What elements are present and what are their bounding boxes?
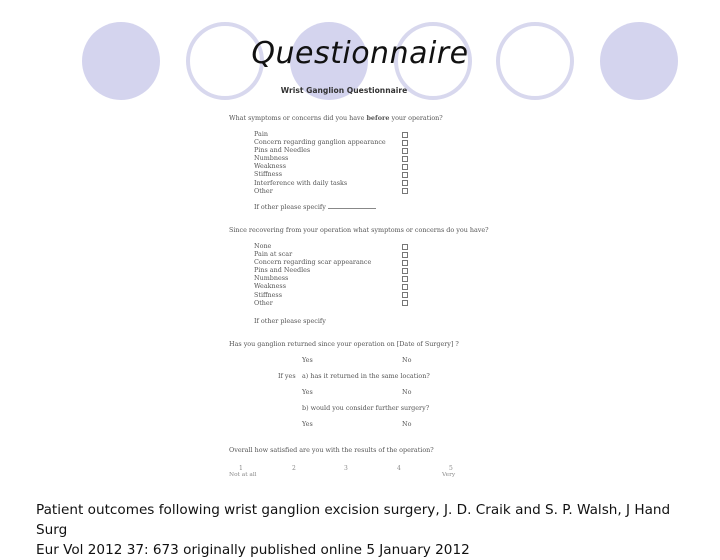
option-label: Stiffness [254,170,282,179]
option-label: Other [254,186,273,195]
option-row[interactable] [254,299,408,307]
checkbox[interactable] [402,284,408,290]
checkbox[interactable] [402,148,408,154]
specify-input-line[interactable] [328,203,376,209]
checkbox[interactable] [402,156,408,162]
option-label: Interference with daily tasks [254,178,348,187]
question-2-options [254,242,408,307]
option-row[interactable] [254,266,408,274]
question-1 [229,114,443,122]
citation-caption [36,500,696,560]
question-1-emphasis: before [366,114,390,122]
option-row[interactable] [254,162,408,170]
option-label: Concern regarding ganglion appearance [254,138,386,147]
questionnaire-title: Wrist Ganglion Questionnaire [280,86,408,95]
scale-option-1[interactable]: 1 [239,465,243,472]
yes-option[interactable]: Yes [302,356,313,364]
option-row[interactable] [254,187,408,195]
scale-high-label: Very [442,472,456,478]
option-label: Other [254,298,273,307]
option-label: Weakness [254,162,286,171]
checkbox[interactable] [402,132,408,138]
option-label: Pain [254,130,268,138]
option-row[interactable] [254,282,408,290]
scale-option-4[interactable]: 4 [397,465,401,472]
no-option[interactable]: No [402,388,412,396]
option-row[interactable] [254,154,408,162]
question-4: Overall how satisfied are you with the results of the operation? [229,446,434,454]
if-yes-label: If yes [278,372,296,380]
checkbox[interactable] [402,164,408,170]
checkbox[interactable] [402,300,408,306]
question-1-options [254,130,408,195]
no-option[interactable]: No [402,356,412,364]
question-2-specify [254,317,326,325]
option-label: Weakness [254,282,286,291]
option-row[interactable] [254,250,408,258]
option-label: None [254,242,272,250]
checkbox[interactable] [402,276,408,282]
scale-option-3[interactable]: 3 [344,465,348,472]
option-row[interactable] [254,170,408,178]
specify-label: If other please specify [254,317,326,325]
option-row[interactable] [254,179,408,187]
slide-title: Questionnaire [251,36,469,71]
option-row[interactable] [254,291,408,299]
checkbox[interactable] [402,252,408,258]
option-row[interactable] [254,258,408,266]
decor-circle-1 [82,22,160,100]
option-row[interactable] [254,274,408,282]
checkbox[interactable] [402,268,408,274]
option-row[interactable] [254,130,408,138]
option-label: Numbness [254,274,289,283]
question-3: Has you ganglion returned since your operation on [Date of Surgery] ? [229,340,459,348]
scale-option-5[interactable]: 5 [449,465,453,472]
option-label: Numbness [254,154,289,163]
option-label: Concern regarding scar appearance [254,258,372,267]
no-option[interactable]: No [402,420,412,428]
scale-option-2[interactable]: 2 [292,465,296,472]
caption-line-2: Eur Vol 2012 37: 673 originally published online 5 January 2012 [36,542,470,558]
option-label: Stiffness [254,290,282,299]
question-1-specify [254,203,376,211]
specify-label: If other please specify [254,203,326,211]
option-label: Pain at scar [254,250,293,259]
checkbox[interactable] [402,172,408,178]
option-label: Pins and Needles [254,266,311,275]
checkbox[interactable] [402,260,408,266]
option-label: Pins and Needles [254,146,311,155]
checkbox[interactable] [402,292,408,298]
option-row[interactable] [254,146,408,154]
questionnaire-document [226,84,489,478]
checkbox[interactable] [402,188,408,194]
question-3b: b) would you consider further surgery? [302,404,430,412]
checkbox[interactable] [402,244,408,250]
option-row[interactable] [254,138,408,146]
scale-low-label: Not at all [229,472,257,478]
option-row[interactable] [254,242,408,250]
checkbox[interactable] [402,140,408,146]
decor-circle-3 [600,22,678,100]
checkbox[interactable] [402,180,408,186]
question-3a: a) has it returned in the same location? [302,372,430,380]
yes-option[interactable]: Yes [302,388,313,396]
question-2: Since recovering from your operation what symptoms or concerns do you have? [229,226,489,234]
caption-line-1: Patient outcomes following wrist ganglion excision surgery, J. D. Craik and S. P. Walsh, J Hand Surg [36,502,671,538]
yes-option[interactable]: Yes [302,420,313,428]
decor-ring-3 [496,22,574,100]
question-1-prefix: What symptoms or concerns did you have [229,114,367,122]
question-1-suffix: your operation? [389,114,443,122]
